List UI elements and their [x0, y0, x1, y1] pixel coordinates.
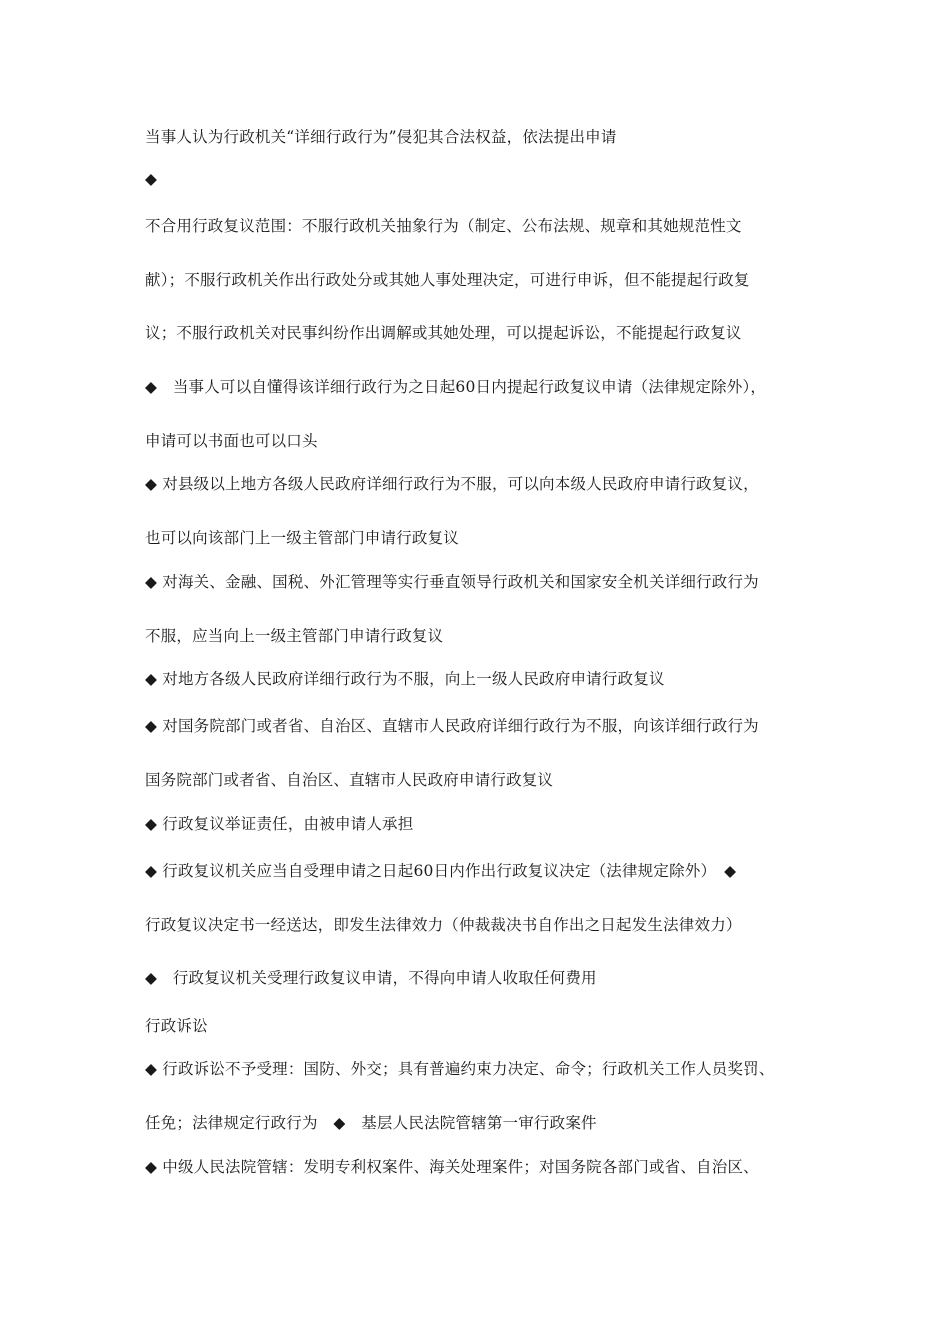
- text-line: 不服，应当向上一级主管部门申请行政复议: [145, 627, 444, 645]
- text-line: ◆ 对地方各级人民政府详细行政行为不服，向上一级人民政府申请行政复议: [145, 670, 665, 688]
- text-line: 申请可以书面也可以口头: [145, 432, 318, 450]
- text-line: ◆ 当事人可以自懂得该详细行政行为之日起60日内提起行政复议申请（法律规定除外），: [145, 378, 767, 396]
- text-line: 也可以向该部门上一级主管部门申请行政复议: [145, 529, 460, 547]
- text-line: 任免；法律规定行政行为 ◆ 基层人民法院管辖第一审行政案件: [145, 1114, 597, 1132]
- text-line: ◆ 对县级以上地方各级人民政府详细行政行为不服，可以向本级人民政府申请行政复议，: [145, 475, 759, 493]
- text-line: ◆ 行政复议举证责任，由被申请人承担: [145, 815, 414, 833]
- text-line: ◆ 行政复议机关应当自受理申请之日起60日内作出行政复议决定（法律规定除外） ◆: [145, 862, 737, 880]
- text-line: 行政复议决定书一经送达，即发生法律效力（仲裁裁决书自作出之日起发生法律效力）: [145, 916, 742, 934]
- text-line: ◆: [145, 170, 158, 188]
- text-line: ◆ 对海关、金融、国税、外汇管理等实行垂直领导行政机关和国家安全机关详细行政行为: [145, 573, 759, 591]
- text-line: 不合用行政复议范围：不服行政机关抽象行为（制定、公布法规、规章和其她规范性文: [145, 217, 742, 235]
- text-line: ◆ 行政诉讼不予受理：国防、外交；具有普遍约束力决定、命令；行政机关工作人员奖罚、: [145, 1060, 775, 1078]
- section-heading: 行政诉讼: [145, 1017, 208, 1035]
- text-line: ◆ 中级人民法院管辖：发明专利权案件、海关处理案件；对国务院各部门或省、自治区、: [145, 1158, 759, 1176]
- text-line: ◆ 对国务院部门或者省、自治区、直辖市人民政府详细行政行为不服，向该详细行政行为: [145, 717, 759, 735]
- text-line: 议；不服行政机关对民事纠纷作出调解或其她处理，可以提起诉讼，不能提起行政复议: [145, 324, 742, 342]
- text-line: 国务院部门或者省、自治区、直辖市人民政府申请行政复议: [145, 771, 554, 789]
- text-line: ◆ 行政复议机关受理行政复议申请，不得向申请人收取任何费用: [145, 969, 597, 987]
- text-line: 当事人认为行政机关“详细行政行为”侵犯其合法权益，依法提出申请: [145, 128, 617, 146]
- text-line: 献）；不服行政机关作出行政处分或其她人事处理决定，可进行申诉，但不能提起行政复: [145, 271, 750, 289]
